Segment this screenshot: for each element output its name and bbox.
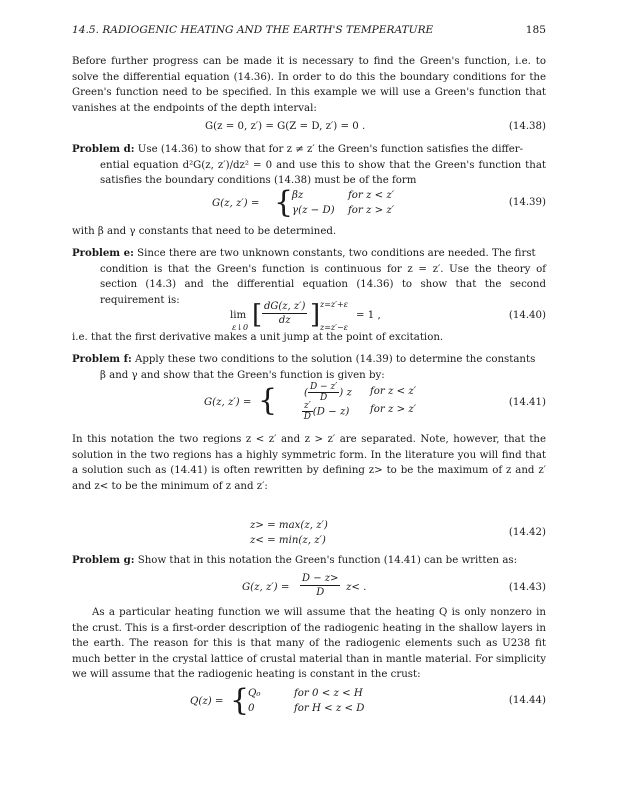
case-expr-2: 0 <box>248 703 255 714</box>
fraction-numerator: dG(z, z′) <box>264 301 306 312</box>
left-brace: { <box>274 185 294 220</box>
equation-14-41 <box>72 384 546 420</box>
upper-limit: z=z′+ε <box>320 300 348 309</box>
limit-subscript: ε↓0 <box>232 323 249 332</box>
equation-14-38 <box>72 119 546 137</box>
fraction-numerator: D − z> <box>302 573 339 584</box>
paragraph-notation: In this notation the two regions z < z′ and z > z′ are separated. Note, however, that the solution in the two regions has a highly symmetric form. In the literature you will find that a solution such as (14.41) is often rewritten by defining z> to be the maximum of z and z′ and z< to be the minimum of z and z′: <box>72 434 546 492</box>
derivative-fraction <box>262 300 307 327</box>
problem-f <box>72 352 546 383</box>
right-bracket: ] <box>310 300 321 330</box>
equation-body: G(z = 0, z′) = G(Z = D, z′) = 0 . <box>205 121 366 132</box>
equation-14-42 <box>72 518 546 550</box>
case-cond-2: for z > z′ <box>348 205 395 216</box>
case-cond-1: for z < z′ <box>348 190 395 201</box>
case-expr-1: ( $\frac{D - z'}{D}$ ) z <box>304 382 352 403</box>
case-expr-2 <box>302 401 349 422</box>
equation-number: (14.41) <box>508 397 546 408</box>
equation-14-44 <box>72 683 546 720</box>
equation-row-2: z< = min(z, z′) <box>250 535 326 546</box>
left-bracket: [ <box>252 300 263 330</box>
equation-rhs: = 1 , <box>356 310 381 321</box>
problem-text-first: Use (14.36) to show that for z ≠ z′ the Green's function satisfies the differ- <box>137 144 524 155</box>
equation-lhs: G(z, z′) = <box>212 198 260 209</box>
equation-lhs: G(z, z′) = <box>242 582 290 593</box>
problem-text-first: Since there are two unknown constants, two conditions are needed. The first <box>137 248 536 259</box>
page-number: 185 <box>525 24 546 36</box>
equation-number: (14.39) <box>508 197 546 208</box>
problem-label: Problem d: <box>72 143 135 155</box>
equation-lhs: Q(z) = <box>190 696 224 707</box>
running-header <box>72 23 546 37</box>
problem-text-rest: β and γ and show that the Green's function is given by: <box>100 369 385 381</box>
problem-label: Problem e: <box>72 247 134 259</box>
problem-text-first: Apply these two conditions to the solution (14.39) to determine the constants <box>135 354 536 365</box>
case-expr-1: βz <box>292 190 304 201</box>
equation-14-39 <box>72 185 546 220</box>
paragraph-heating: As a particular heating function we will assume that the heating Q is only nonzero in the crust. This is a first-order description of the radiogenic heating in the shallow layers in the earth. The reason for this is that many of the radiogenic elements such as U238 fit much better in the crystal lattice of crustal material than in mantle material. For simplicity we will assume that the radiogenic heating is constant in the crust: <box>72 607 546 681</box>
case-cond-1: for 0 < z < H <box>294 688 363 699</box>
left-brace: { <box>230 683 250 718</box>
paragraph-greens-intro: Before further progress can be made it is necessary to find the Green's function, i.e. to solve the differential equation (14.36). In order to do this the boundary conditions for the Green's function need to be specified. In this example we will use a Green's function that vanishes at the endpoints of the depth interval: <box>72 56 546 114</box>
case-cond-2: for H < z < D <box>294 703 365 714</box>
running-title: 14.5. RADIOGENIC HEATING AND THE EARTH'S TEMPERATURE <box>72 24 434 36</box>
paragraph-unit-jump: i.e. that the first derivative makes a unit jump at the point of excitation. <box>72 332 444 343</box>
fraction <box>308 382 339 403</box>
fraction-denominator: D <box>303 412 311 422</box>
equation-number: (14.43) <box>508 582 546 593</box>
equation-row-1: z> = max(z, z′) <box>250 520 328 531</box>
fraction <box>262 300 307 327</box>
problem-text-rest: condition is that the Green's function is continuous for z = z′. Use the theory of section (14.3) and the differential equation (14.36) to show that the second requirement is: <box>100 263 546 306</box>
problem-text: Show that in this notation the Green's function (14.41) can be written as: <box>137 555 518 566</box>
fraction <box>302 401 313 422</box>
equation-lhs: G(z, z′) = <box>204 397 252 408</box>
fraction-denominator: D <box>320 393 328 403</box>
case-expr-1: Q₀ <box>248 688 261 699</box>
fraction-denominator: D <box>316 587 325 598</box>
equation-number: (14.40) <box>508 310 546 321</box>
limit-operator: lim <box>230 310 247 321</box>
equation-fraction <box>300 572 340 599</box>
fraction-denominator: dz <box>278 315 291 326</box>
case-cond-1: for z < z′ <box>370 386 417 397</box>
left-brace: { <box>258 383 278 418</box>
equation-number: (14.38) <box>508 121 546 132</box>
case-expr-2: γ(z − D) <box>292 205 335 216</box>
case-tail-1: z <box>346 387 352 399</box>
fraction-numerator: D − z′ <box>309 382 338 392</box>
equation-number: (14.44) <box>508 695 546 706</box>
equation-14-43 <box>72 572 546 604</box>
problem-text-rest: ential equation d²G(z, z′)/dz² = 0 and use this to show that the Green's function that satisfies the boundary conditions (14.38) must be of the form <box>100 159 546 187</box>
equation-14-40 <box>72 300 546 334</box>
problem-label: Problem g: <box>72 554 135 566</box>
paragraph-constants: with β and γ constants that need to be determined. <box>72 226 337 237</box>
problem-label: Problem f: <box>72 353 132 365</box>
equation-tail: z< . <box>346 582 367 593</box>
case-cond-2: for z > z′ <box>370 404 417 415</box>
case-tail-2: (D − z) <box>312 406 350 418</box>
lower-limit: z=z′−ε <box>320 323 348 332</box>
problem-d <box>72 142 546 189</box>
problem-g <box>72 553 546 569</box>
fraction <box>300 572 340 599</box>
fraction-numerator: z′ <box>304 401 311 411</box>
equation-number: (14.42) <box>508 527 546 538</box>
